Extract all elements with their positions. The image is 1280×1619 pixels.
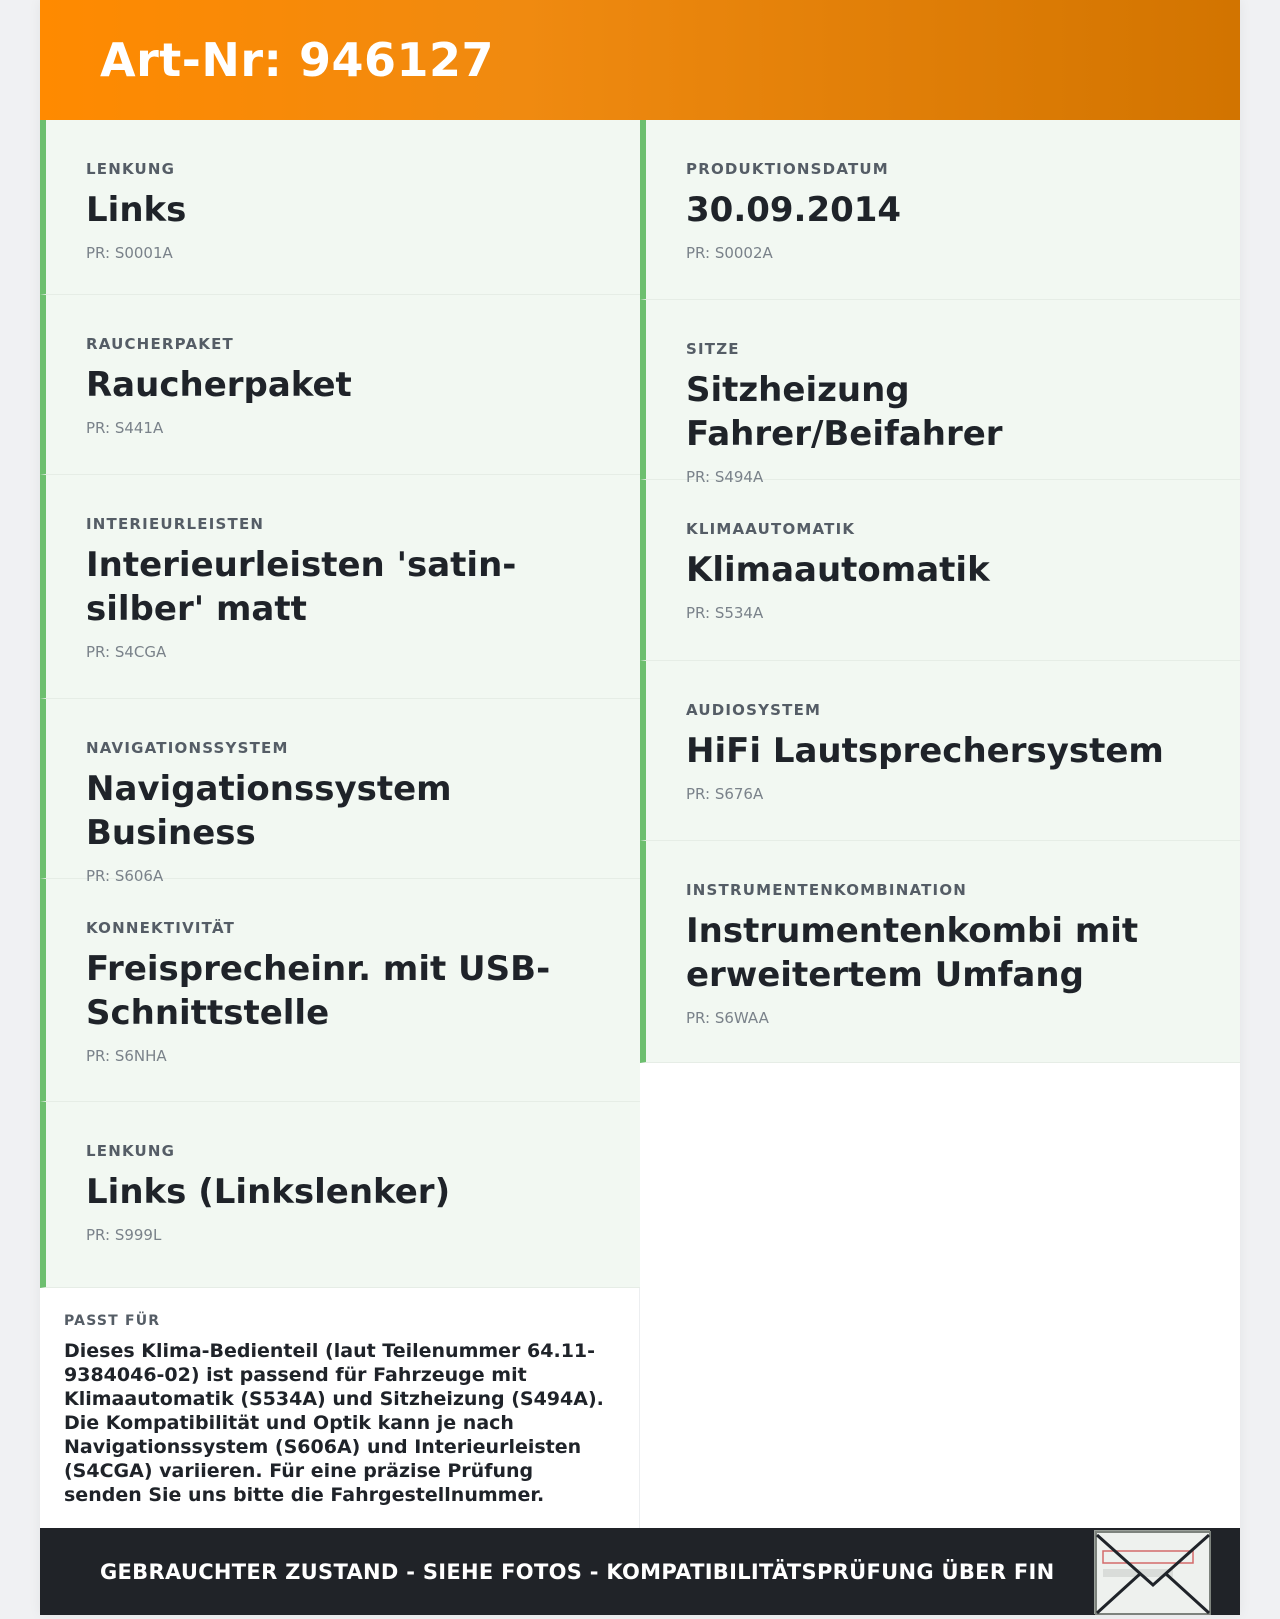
spec-label: INTERIEURLEISTEN: [86, 515, 265, 533]
article-number-title: Art-Nr: 946127: [100, 33, 495, 87]
spec-label: KONNEKTIVITÄT: [86, 919, 236, 937]
fits-for-section: [40, 1288, 640, 1528]
spec-code: PR: S0001A: [86, 244, 173, 262]
listing-page: [40, 0, 1240, 1615]
spec-cell: [40, 879, 640, 1102]
spec-cell: [40, 699, 640, 885]
spec-code: PR: S441A: [86, 419, 164, 437]
spec-value: Links: [86, 190, 187, 230]
footer-bar: [40, 1528, 1240, 1615]
spec-code: PR: S4CGA: [86, 643, 167, 661]
spec-value: Links (Linkslenker): [86, 1172, 451, 1212]
spec-label: AUDIOSYSTEM: [686, 701, 822, 719]
spec-code: PR: S534A: [686, 604, 764, 622]
spec-cell: [640, 480, 1240, 661]
spec-code: PR: S6WAA: [686, 1009, 769, 1027]
spec-code: PR: S606A: [86, 867, 164, 885]
spec-cell: [640, 661, 1240, 841]
spec-label: NAVIGATIONSSYSTEM: [86, 739, 289, 757]
spec-code: PR: S494A: [686, 468, 764, 486]
spec-value: Freisprecheinr. mit USB-Schnittstelle: [86, 949, 551, 1033]
spec-label: RAUCHERPAKET: [86, 335, 234, 353]
spec-label: SITZE: [686, 340, 740, 358]
spec-label: LENKUNG: [86, 1142, 176, 1160]
spec-cell: [640, 120, 1240, 300]
spec-cell: [40, 120, 640, 295]
spec-cell: [640, 841, 1240, 1063]
spec-column-right: [640, 120, 1240, 1063]
spec-code: PR: S999L: [86, 1226, 162, 1244]
spec-column-left: [40, 120, 640, 1288]
spec-code: PR: S0002A: [686, 244, 773, 262]
spec-value: Instrumentenkombi mit erweitertem Umfang: [686, 911, 1139, 995]
spec-cell: [40, 475, 640, 699]
spec-value: Navigationssystem Business: [86, 769, 452, 853]
spec-value: Raucherpaket: [86, 365, 352, 405]
header-bar: [40, 0, 1240, 120]
spec-code: PR: S6NHA: [86, 1047, 167, 1065]
condition-note: GEBRAUCHTER ZUSTAND - SIEHE FOTOS - KOMPATIBILITÄTSPRÜFUNG ÜBER FIN: [100, 1559, 1055, 1584]
spec-label: INSTRUMENTENKOMBINATION: [686, 881, 968, 899]
fits-description: Dieses Klima-Bedienteil (laut Teilenummer 64.11-9384046-02) ist passend für Fahrzeuge mit Klimaautomatik (S534A) und Sitzheizung (S494A). Die Kompatibilität und Optik kann je nach Navigationssystem (S606A) und Interieurleisten (S4CGA) variieren. Für eine präzise Prüfung senden Sie uns bitte die Fahrgestellnummer.: [64, 1340, 604, 1506]
spec-value: HiFi Lautsprechersystem: [686, 731, 1164, 771]
spec-value: 30.09.2014: [686, 190, 902, 230]
spec-cell: [640, 300, 1240, 486]
spec-cell: [40, 1102, 640, 1288]
fits-label: PASST FÜR: [64, 1313, 161, 1329]
spec-code: PR: S676A: [686, 785, 764, 803]
spec-value: Interieurleisten 'satin-silber' matt: [86, 545, 517, 629]
spec-label: KLIMAAUTOMATIK: [686, 520, 856, 538]
spec-label: PRODUKTIONSDATUM: [686, 160, 889, 178]
spec-cell: [40, 295, 640, 475]
spec-value: Sitzheizung Fahrer/Beifahrer: [686, 370, 1003, 454]
spec-value: Klimaautomatik: [686, 550, 990, 590]
spec-label: LENKUNG: [86, 160, 176, 178]
envelope-stamp-icon: [1094, 1530, 1210, 1614]
